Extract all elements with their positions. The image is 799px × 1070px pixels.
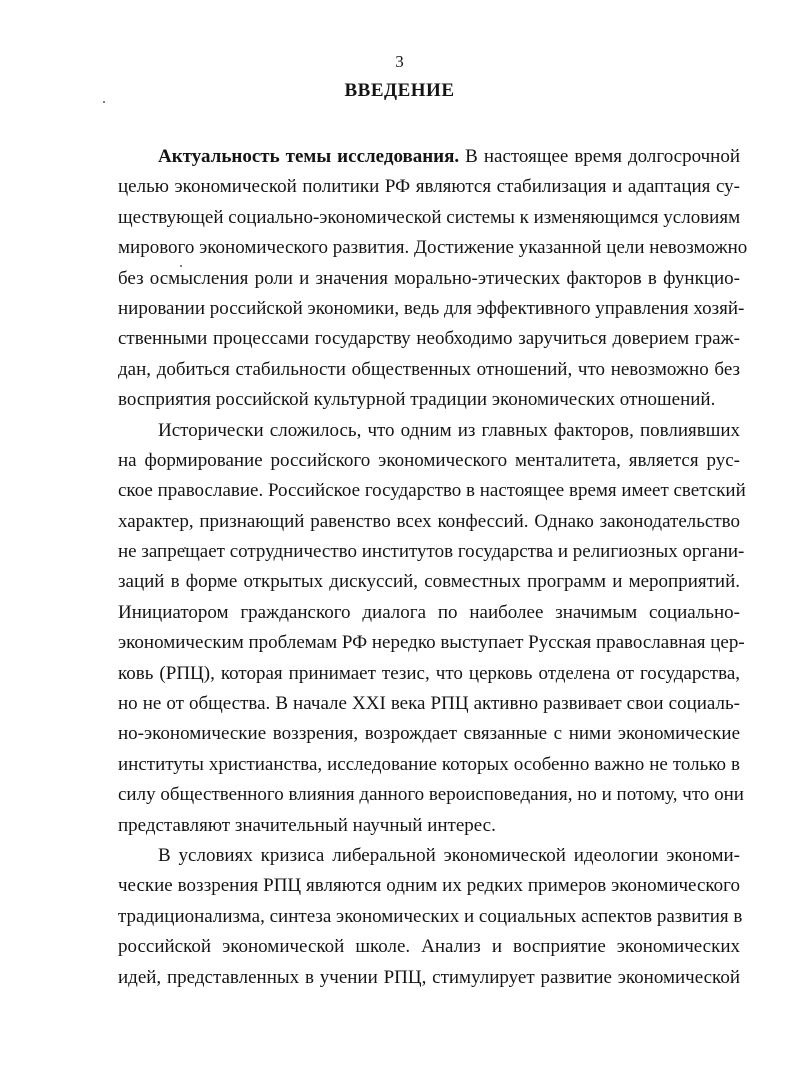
text-line: нировании российской экономики, ведь для эффективного управления хозяй- [118, 297, 745, 319]
text-line: Инициатором гражданского диалога по наиболее значимым социально- [118, 601, 740, 623]
line-text: В настоящее время долгосрочной [459, 146, 741, 167]
text-line: на формирование российского экономического менталитета, является рус- [118, 449, 740, 471]
text-line [118, 142, 740, 172]
text-line: экономическим проблемам РФ нередко выступает Русская православная цер- [118, 632, 745, 654]
text-line: но не от общества. В начале XXI века РПЦ активно развивает свои социаль- [118, 693, 740, 715]
text-line: характер, признающий равенство всех конфессий. Однако законодательство [118, 510, 740, 532]
text-line: целью экономической политики РФ являются стабилизация и адаптация су- [118, 176, 740, 198]
text-line: ковь (РПЦ), которая принимает тезис, что церковь отделена от государства, [118, 662, 740, 684]
text-line: Исторически сложилось, что одним из главных факторов, повлиявших [158, 419, 740, 441]
scan-speck [103, 101, 105, 103]
text-line: российской экономической школе. Анализ и восприятие экономических [118, 936, 740, 958]
text-line: но-экономические воззрения, возрождает связанные с ними экономические [118, 723, 740, 745]
text-line: восприятия российской культурной традиции экономических отношений. [118, 389, 716, 411]
text-line: без осмысления роли и значения морально-этических факторов в функцио- [118, 267, 740, 289]
section-title: ВВЕДЕНИЕ [344, 80, 455, 101]
text-line: мирового экономического развития. Достижение указанной цели невозможно [118, 237, 748, 259]
body-text [118, 142, 748, 993]
paragraph-lead: Актуальность темы исследования. [158, 146, 460, 167]
text-line: В условиях кризиса либеральной экономической идеологии экономи- [158, 844, 740, 866]
text-line: институты христианства, исследование которых особенно важно не только в [118, 753, 740, 775]
text-line: силу общественного влияния данного вероисповедания, но и потому, что они [118, 784, 744, 806]
text-line: ственными процессами государству необходимо заручиться доверием граж- [118, 328, 740, 350]
text-line: дан, добиться стабильности общественных отношений, что невозможно без [118, 358, 740, 380]
text-line: заций в форме открытых дискуссий, совместных программ и мероприятий. [118, 571, 740, 593]
text-line: традиционализма, синтеза экономических и социальных аспектов развития в [118, 905, 743, 927]
text-line: ществующей социально-экономической системы к изменяющимся условиям [118, 206, 741, 228]
text-line: ское православие. Российское государство в настоящее время имеет светский [118, 480, 746, 502]
text-line: ческие воззрения РПЦ являются одним их редких примеров экономического [118, 875, 740, 897]
page-number: 3 [395, 52, 404, 71]
text-line: не запрещает сотрудничество институтов государства и религиозных органи- [118, 541, 745, 563]
text-line: представляют значительный научный интерес. [118, 814, 496, 836]
text-line: идей, представленных в учении РПЦ, стимулирует развитие экономической [118, 966, 740, 988]
